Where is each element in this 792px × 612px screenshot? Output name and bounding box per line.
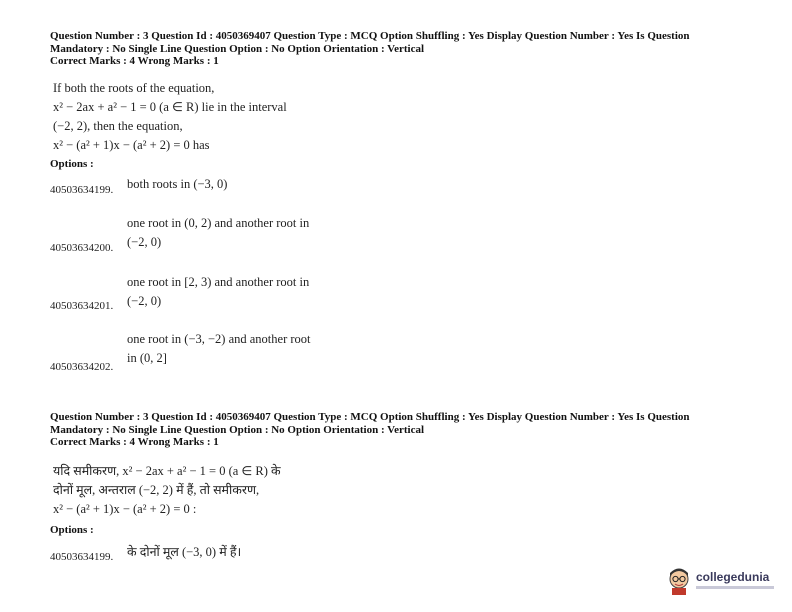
logo-tagline-bar [696, 586, 774, 589]
question-line: x² − 2ax + a² − 1 = 0 (a ∈ R) lie in the interval [53, 100, 287, 114]
question-line: If both the roots of the equation, [53, 81, 215, 95]
option-id: 40503634200. [50, 242, 114, 254]
question-line: यदि समीकरण, x² − 2ax + a² − 1 = 0 (a ∈ R) के [53, 464, 281, 478]
option-line: (−2, 0) [127, 235, 162, 249]
question-meta-line: Mandatory : No Single Line Question Option : No Option Orientation : Vertical [50, 42, 425, 55]
marks-line: Correct Marks : 4 Wrong Marks : 1 [50, 436, 219, 448]
option-id: 40503634202. [50, 361, 114, 373]
options-label: Options : [50, 158, 94, 170]
question-text-block-2 [53, 462, 281, 519]
option-line: both roots in (−3, 0) [127, 177, 228, 191]
option-line: (−2, 0) [127, 294, 162, 308]
question-meta-block-1 [50, 30, 760, 68]
question-line: दोनों मूल, अन्तराल (−2, 2) में हैं, तो समीकरण, [53, 483, 260, 497]
question-meta-line: Mandatory : No Single Line Question Option : No Option Orientation : Vertical [50, 423, 425, 436]
option-text [127, 175, 227, 194]
option-line: one root in [2, 3) and another root in [127, 275, 310, 289]
option-line: one root in (0, 2) and another root in [127, 216, 310, 230]
option-line: के दोनों मूल (−3, 0) में हैं। [127, 545, 242, 559]
question-line: x² − (a² + 1)x − (a² + 2) = 0 : [53, 502, 197, 516]
option-text [127, 543, 241, 562]
question-meta-line: Question Number : 3 Question Id : 4050369407 Question Type : MCQ Option Shuffling : Yes Display Question Number : Yes Is Question [50, 30, 690, 42]
mascot-icon [664, 566, 694, 596]
option-id: 40503634201. [50, 300, 114, 312]
option-id: 40503634199. [50, 551, 114, 563]
marks-line: Correct Marks : 4 Wrong Marks : 1 [50, 55, 219, 67]
collegedunia-logo [662, 564, 778, 598]
question-line: (−2, 2), then the equation, [53, 119, 183, 133]
question-meta-line: Question Number : 3 Question Id : 4050369407 Question Type : MCQ Option Shuffling : Yes Display Question Number : Yes Is Question [50, 411, 690, 423]
question-line: x² − (a² + 1)x − (a² + 2) = 0 has [53, 138, 210, 152]
option-text [127, 214, 309, 252]
question-text-block-1 [53, 79, 287, 155]
option-line: one root in (−3, −2) and another root [127, 332, 311, 346]
option-line: in (0, 2] [127, 351, 167, 365]
options-label: Options : [50, 524, 94, 536]
question-meta-block-2 [50, 411, 760, 449]
option-text [127, 330, 311, 368]
option-id: 40503634199. [50, 184, 114, 196]
option-text [127, 273, 309, 311]
logo-text: collegedunia [696, 570, 770, 584]
